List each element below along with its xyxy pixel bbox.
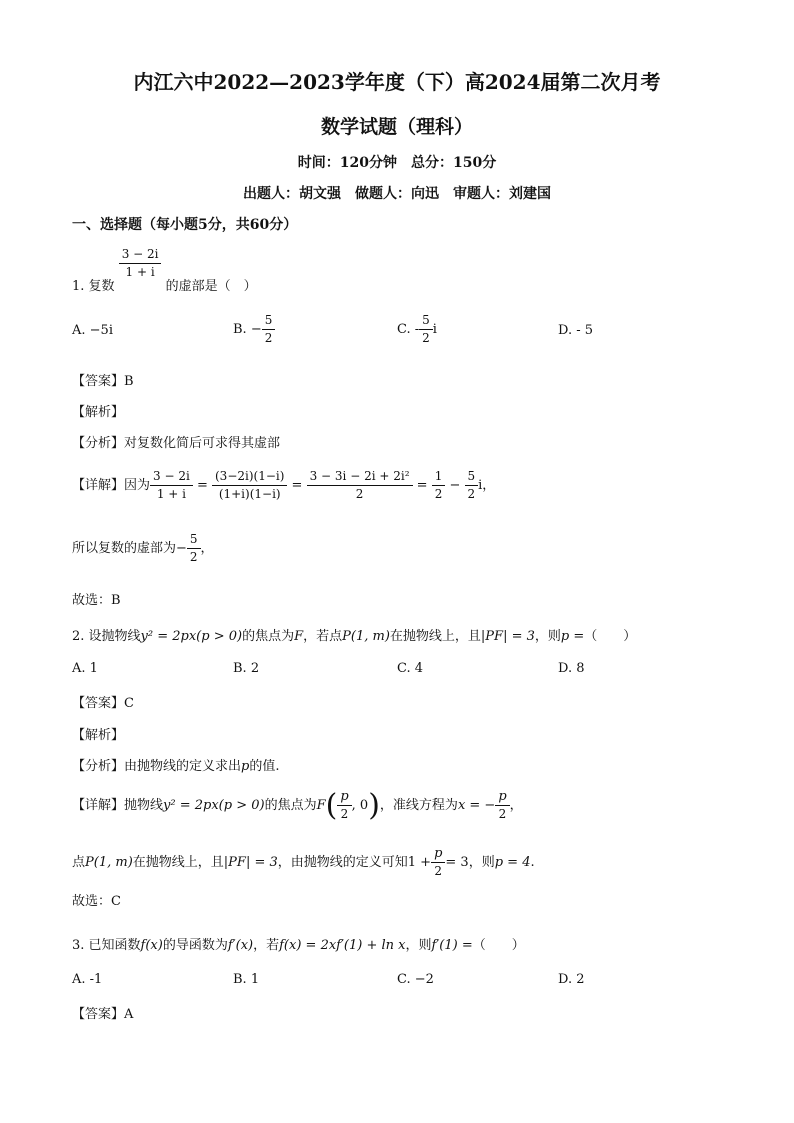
q2-analysis-head: 【解析】	[72, 728, 125, 743]
q1-option-c: C. - $\frac{5}{2}$ i	[397, 313, 437, 345]
section-heading: 一、选择题（每小题5分，共60分）	[72, 217, 298, 233]
q1-tail: 的虚部是（ ）	[165, 279, 257, 294]
q3-answer: 【答案】A	[72, 1007, 134, 1022]
q2-option-a: A. 1	[72, 661, 98, 676]
exam-title: 内江六中2022—2023学年度（下）高2024届第二次月考	[133, 70, 661, 94]
q3-option-b: B. 1	[233, 972, 260, 987]
q3-option-a: A. -1	[72, 972, 103, 987]
q1-option-b: B. − $\frac{5}{2}$	[233, 312, 275, 347]
q1-answer: 【答案】B	[72, 374, 134, 389]
q1-analysis-head: 【解析】	[72, 405, 125, 420]
q2-stem: 2. 设抛物线y² = 2px(p > 0)的焦点为F，若点P(1, m)在抛物线上，且|PF| = 3，则p =（ ）	[72, 629, 637, 644]
q2-detail: 【详解】抛物线y² = 2px(p > 0)的焦点为F( $\frac{p}{2}$ , 0)，准线方程为x = − $\frac{p}{2}$ ，	[72, 788, 523, 823]
q1-stem	[72, 246, 257, 294]
q1-option-d: D. - 5	[558, 323, 594, 338]
q2-option-c: C. 4	[397, 661, 424, 676]
q2-answer: 【答案】C	[72, 696, 134, 711]
q2-analysis: 【分析】由抛物线的定义求出p的值.	[72, 759, 280, 774]
exam-time-info: 时间：120分钟 总分：150分	[297, 155, 497, 171]
q3-option-d: D. 2	[558, 972, 585, 987]
q1-option-a: A. −5i	[72, 323, 113, 338]
q1-number: 1. 复数	[72, 279, 115, 294]
q3-stem: 3. 已知函数f(x)的导函数为f′(x)，若f(x) = 2xf′(1) + ln x，则f′(1) =（ ）	[72, 938, 525, 953]
q2-option-d: D. 8	[558, 661, 585, 676]
q1-analysis: 【分析】对复数化简后可求得其虚部	[72, 436, 281, 451]
q1-detail: 【详解】因为 $\frac{3 - 2i}{1 + i}$ = $\frac{(3-2i)(1-i)}{(1+i)(1-i)}$ = $\frac{\text{3 − 3i − 2i + 2i²}}{2}$ = $\frac{1}{2}$ − $\frac{5}{2}$ i，	[72, 469, 496, 501]
exam-authors: 出题人：胡文强 做题人：向迅 审题人：刘建国	[243, 186, 551, 202]
q2-choose: 故选：C	[72, 894, 121, 909]
q1-fraction: $\frac{3 - 2i}{1 + i}$	[119, 246, 162, 281]
q1-conclusion: 所以复数的虚部为− $\frac{5}{2}$ ，	[72, 532, 214, 564]
exam-subject: 数学试题（理科）	[320, 116, 473, 138]
q2-option-b: B. 2	[233, 661, 260, 676]
q2-detail-line2: 点P(1, m)在抛物线上，且|PF| = 3，由抛物线的定义可知1 + $\frac{p}{2}$ = 3，则p = 4.	[72, 846, 535, 878]
q3-option-c: C. −2	[397, 972, 434, 987]
q1-choose: 故选：B	[72, 593, 121, 608]
